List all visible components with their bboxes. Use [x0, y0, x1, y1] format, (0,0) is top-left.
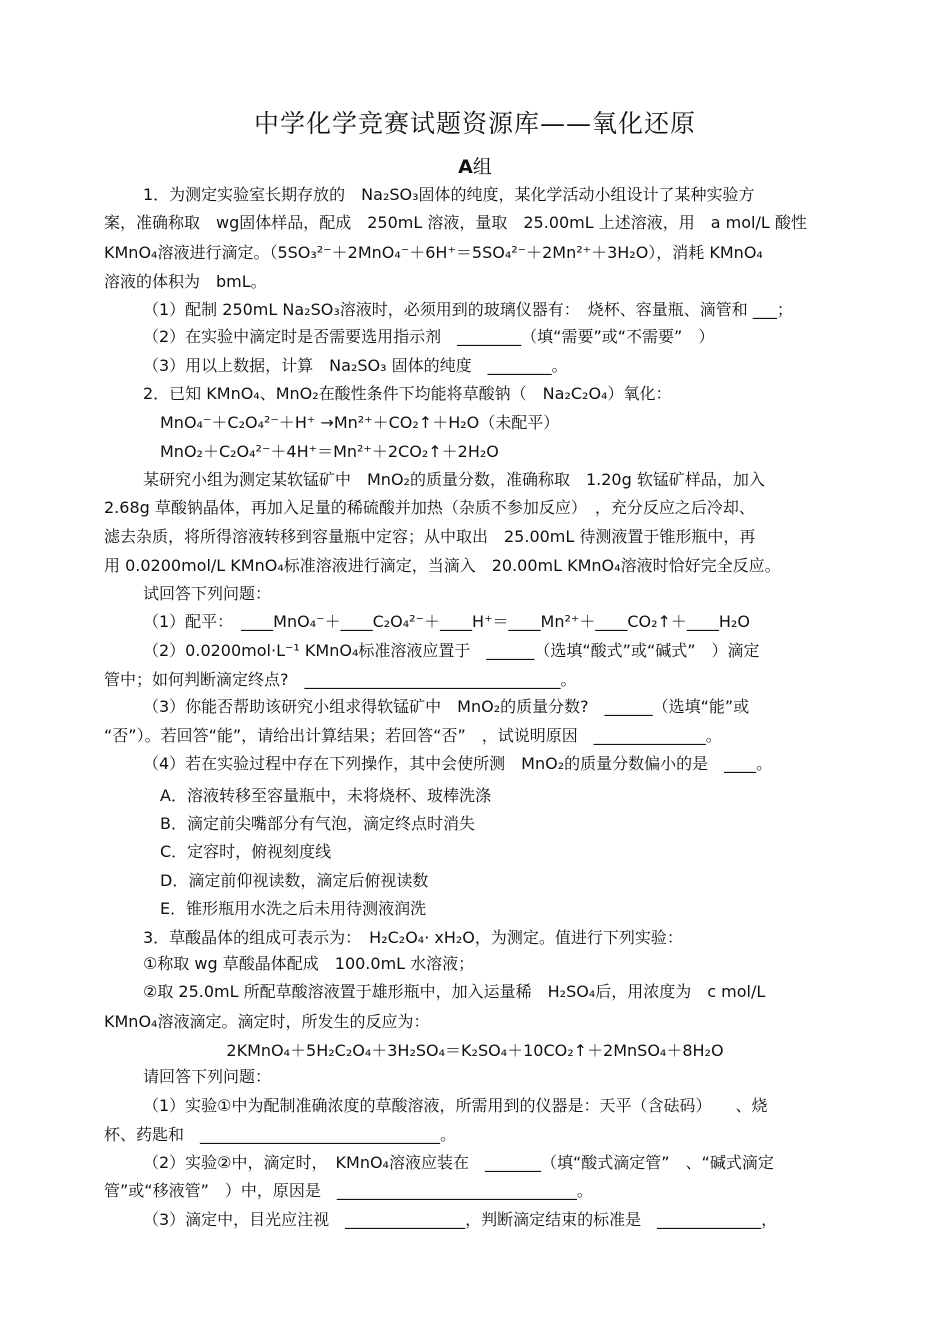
option-d: D．滴定前仰视读数，滴定后俯视读数 [160, 871, 429, 890]
q2-line-4: 滤去杂质，将所得溶液转移到容量瓶中定容；从中取出 25.00mL 待测液置于锥形瓶中，再 [104, 527, 756, 546]
q3-sub-3: （3）滴定中，目光应注视 _______________，判断滴定结束的标准是 _____________， [143, 1210, 778, 1229]
q3-prompt: 请回答下列问题： [143, 1067, 272, 1086]
q2-prompt: 试回答下列问题： [143, 584, 272, 603]
q2-line-1: 2．已知 KMnO₄、MnO₂在酸性条件下均能将草酸钠（ Na₂C₂O₄）氧化： [143, 384, 672, 403]
q2-sub-2-cont: 管中；如何判断滴定终点? ________________________________。 [104, 670, 577, 689]
option-a: A．溶液转移至容量瓶中，未将烧杯、玻棒洗涤 [160, 786, 491, 805]
q2-equation-2: MnO₂＋C₂O₄²⁻＋4H⁺＝Mn²⁺＋2CO₂↑＋2H₂O [160, 442, 499, 461]
q2-sub-3: （3）你能否帮助该研究小组求得软锰矿中 MnO₂的质量分数? ______（选填“能”或 [143, 697, 750, 716]
q1-line-4: 溶液的体积为 bmL。 [104, 272, 267, 291]
section-heading [0, 152, 950, 179]
q3-sub-1-cont: 杯、药匙和 ______________________________。 [104, 1125, 457, 1144]
section-suffix: 组 [472, 156, 492, 178]
q2-sub-1: （1）配平： ____MnO₄⁻＋____C₂O₄²⁻＋____H⁺＝____Mn²⁺＋____CO₂↑＋____H₂O [143, 612, 750, 631]
q2-sub-2: （2）0.0200mol·L⁻¹ KMnO₄标准溶液应置于 ______（选填“酸式”或“碱式” ）滴定 [143, 641, 760, 660]
option-c: C．定容时，俯视刻度线 [160, 842, 332, 861]
q2-line-5: 用 0.0200mol/L KMnO₄标准溶液进行滴定，当滴入 20.00mL KMnO₄溶液时恰好完全反应。 [104, 556, 781, 575]
q3-sub-2: （2）实验②中，滴定时， KMnO₄溶液应装在 _______（填“酸式滴定管” 、“碱式滴定 [143, 1153, 774, 1172]
option-e: E．锥形瓶用水洗之后未用待测液润洗 [160, 899, 427, 918]
q1-line-2: 案，准确称取 wg固体样品，配成 250mL 溶液，量取 25.00mL 上述溶液，用 a mol/L 酸性 [104, 213, 807, 232]
q3-step-2: ②取 25.0mL 所配草酸溶液置于雄形瓶中，加入运量稀 H₂SO₄后，用浓度为 c mol/L [143, 982, 766, 1001]
q2-sub-4: （4）若在实验过程中存在下列操作，其中会使所测 MnO₂的质量分数偏小的是 ____。 [143, 754, 773, 773]
q2-equation-1: MnO₄⁻＋C₂O₄²⁻＋H⁺ →Mn²⁺＋CO₂↑＋H₂O（未配平） [160, 413, 560, 432]
q1-sub-2: （2）在实验中滴定时是否需要选用指示剂 ________（填“需要”或“不需要” ） [143, 327, 715, 346]
q3-step-2-cont: KMnO₄溶液滴定。滴定时，所发生的反应为： [104, 1012, 430, 1031]
q1-line-1: 1．为测定实验室长期存放的 Na₂SO₃固体的纯度，某化学活动小组设计了某种实验方 [143, 185, 755, 204]
option-b: B．滴定前尖嘴部分有气泡，滴定终点时消失 [160, 814, 475, 833]
q2-sub-3-cont: “否”）。若回答“能”，请给出计算结果；若回答“否” ，试说明原因 ______________。 [104, 726, 722, 745]
q3-sub-1: （1）实验①中为配制准确浓度的草酸溶液，所需用到的仪器是：天平（含砝码） 、烧 [143, 1096, 768, 1115]
q3-line-1: 3．草酸晶体的组成可表示为： H₂C₂O₄· xH₂O，为测定。值进行下列实验： [143, 928, 683, 947]
q1-sub-1: （1）配制 250mL Na₂SO₃溶液时，必须用到的玻璃仪器有： 烧杯、容量瓶、滴管和 ___； [143, 300, 793, 319]
q3-step-1: ①称取 wg 草酸晶体配成 100.0mL 水溶液； [143, 954, 475, 973]
q3-equation: 2KMnO₄＋5H₂C₂O₄＋3H₂SO₄＝K₂SO₄＋10CO₂↑＋2MnSO₄＋8H₂O [226, 1041, 724, 1060]
q2-line-2: 某研究小组为测定某软锰矿中 MnO₂的质量分数，准确称取 1.20g 软锰矿样品，加入 [143, 470, 765, 489]
q3-sub-2-cont: 管”或“移液管” ）中，原因是 ______________________________。 [104, 1181, 593, 1200]
q1-line-3: KMnO₄溶液进行滴定。（5SO₃²⁻＋2MnO₄⁻＋6H⁺＝5SO₄²⁻＋2Mn²⁺＋3H₂O），消耗 KMnO₄ [104, 243, 763, 262]
section-letter: A [458, 156, 473, 178]
q2-line-3: 2.68g 草酸钠晶体，再加入足量的稀硫酸并加热（杂质不参加反应） ，充分反应之后冷却、 [104, 498, 755, 517]
page-title: 中学化学竞赛试题资源库——氧化还原 [253, 109, 696, 138]
q1-sub-3: （3）用以上数据，计算 Na₂SO₃ 固体的纯度 ________。 [143, 356, 568, 375]
